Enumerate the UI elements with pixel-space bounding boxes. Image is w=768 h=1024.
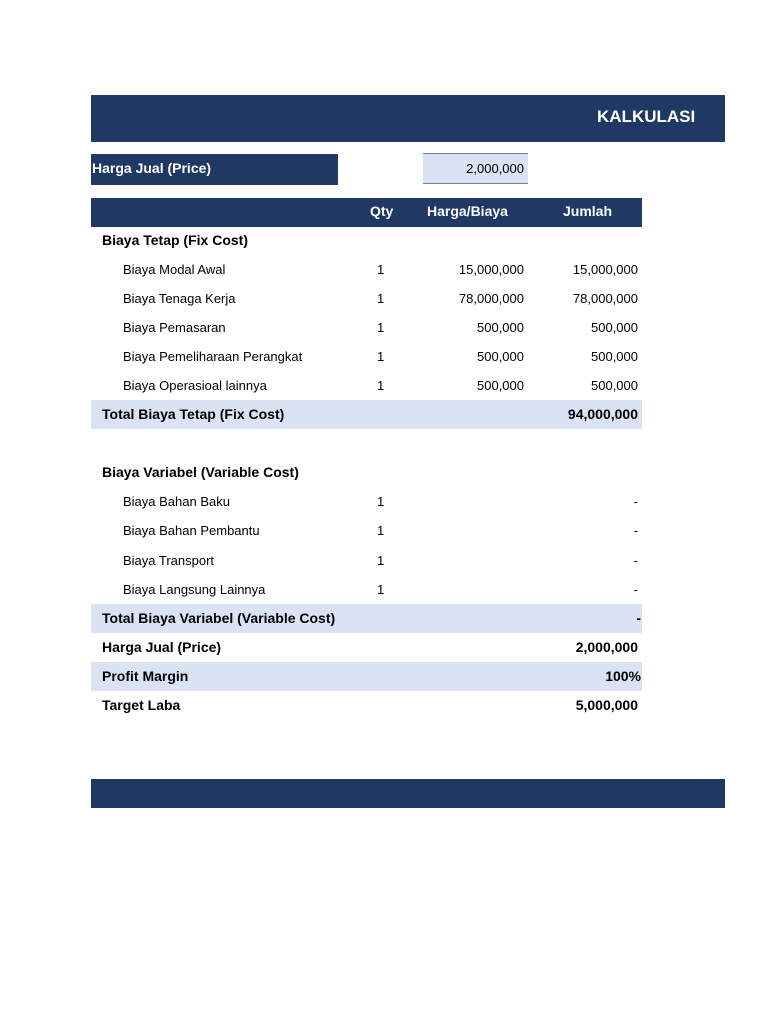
table-row[interactable] [91, 255, 642, 284]
item-harga[interactable]: 500,000 [477, 349, 524, 364]
table-row[interactable] [91, 313, 642, 342]
target-laba-label: Target Laba [102, 697, 181, 713]
profit-margin-row [91, 662, 642, 691]
sheet-title: KALKULASI [597, 107, 696, 126]
item-name: Biaya Bahan Baku [123, 494, 230, 509]
item-harga[interactable]: 500,000 [477, 320, 524, 335]
fixed-cost-heading: Biaya Tetap (Fix Cost) [102, 232, 248, 248]
table-row[interactable] [91, 575, 642, 604]
fixed-cost-total-value: 94,000,000 [567, 406, 638, 422]
summary-price-value: 2,000,000 [575, 639, 638, 655]
table-row[interactable] [91, 487, 642, 516]
item-jumlah: 500,000 [591, 378, 638, 393]
item-jumlah: 78,000,000 [572, 291, 638, 306]
item-name: Biaya Operasioal lainnya [123, 378, 267, 393]
item-qty[interactable]: 1 [377, 349, 385, 364]
item-qty[interactable]: 1 [377, 553, 385, 568]
item-jumlah: - [633, 494, 638, 509]
item-harga[interactable]: 15,000,000 [458, 262, 524, 277]
table-row[interactable] [91, 371, 642, 400]
item-qty[interactable]: 1 [377, 494, 385, 509]
table-row[interactable] [91, 284, 642, 313]
header-harga: Harga/Biaya [427, 203, 508, 219]
item-name: Biaya Transport [123, 553, 215, 568]
footer-bar [91, 779, 725, 808]
item-name: Biaya Langsung Lainnya [123, 582, 266, 597]
item-harga[interactable]: 500,000 [477, 378, 524, 393]
fixed-cost-total-row [91, 400, 642, 429]
item-qty[interactable]: 1 [377, 291, 385, 306]
profit-margin-value[interactable]: 100% [605, 668, 641, 684]
item-harga[interactable]: 78,000,000 [458, 291, 524, 306]
fixed-cost-heading-row [91, 226, 642, 255]
item-jumlah: 500,000 [591, 349, 638, 364]
variable-cost-heading-row [91, 458, 642, 487]
summary-price-row [91, 633, 642, 662]
profit-margin-label: Profit Margin [102, 668, 189, 684]
table-row[interactable] [91, 516, 642, 545]
item-qty[interactable]: 1 [377, 523, 385, 538]
item-name: Biaya Bahan Pembantu [123, 523, 260, 538]
item-qty[interactable]: 1 [377, 320, 385, 335]
item-name: Biaya Pemeliharaan Perangkat [123, 349, 303, 364]
price-input-cell[interactable]: 2,000,000 [423, 153, 528, 184]
variable-cost-total-value: - [636, 610, 641, 626]
item-name: Biaya Modal Awal [123, 262, 226, 277]
target-laba-row [91, 691, 642, 720]
variable-cost-total-label: Total Biaya Variabel (Variable Cost) [102, 610, 336, 626]
summary-price-label: Harga Jual (Price) [102, 639, 222, 655]
header-jumlah: Jumlah [563, 203, 613, 219]
item-qty[interactable]: 1 [377, 262, 385, 277]
fixed-cost-total-label: Total Biaya Tetap (Fix Cost) [102, 406, 285, 422]
table-header [91, 198, 642, 227]
item-name: Biaya Pemasaran [123, 320, 226, 335]
variable-cost-total-row [91, 604, 642, 633]
variable-cost-heading: Biaya Variabel (Variable Cost) [102, 464, 299, 480]
price-label-cell: Harga Jual (Price) [91, 154, 338, 185]
title-banner [91, 95, 725, 142]
target-laba-value[interactable]: 5,000,000 [575, 697, 638, 713]
table-row[interactable] [91, 546, 642, 575]
item-jumlah: 15,000,000 [572, 262, 638, 277]
item-jumlah: 500,000 [591, 320, 638, 335]
item-jumlah: - [633, 523, 638, 538]
item-qty[interactable]: 1 [377, 378, 385, 393]
item-jumlah: - [633, 582, 638, 597]
item-name: Biaya Tenaga Kerja [123, 291, 236, 306]
header-qty: Qty [370, 203, 394, 219]
item-qty[interactable]: 1 [377, 582, 385, 597]
table-row[interactable] [91, 342, 642, 371]
item-jumlah: - [633, 553, 638, 568]
